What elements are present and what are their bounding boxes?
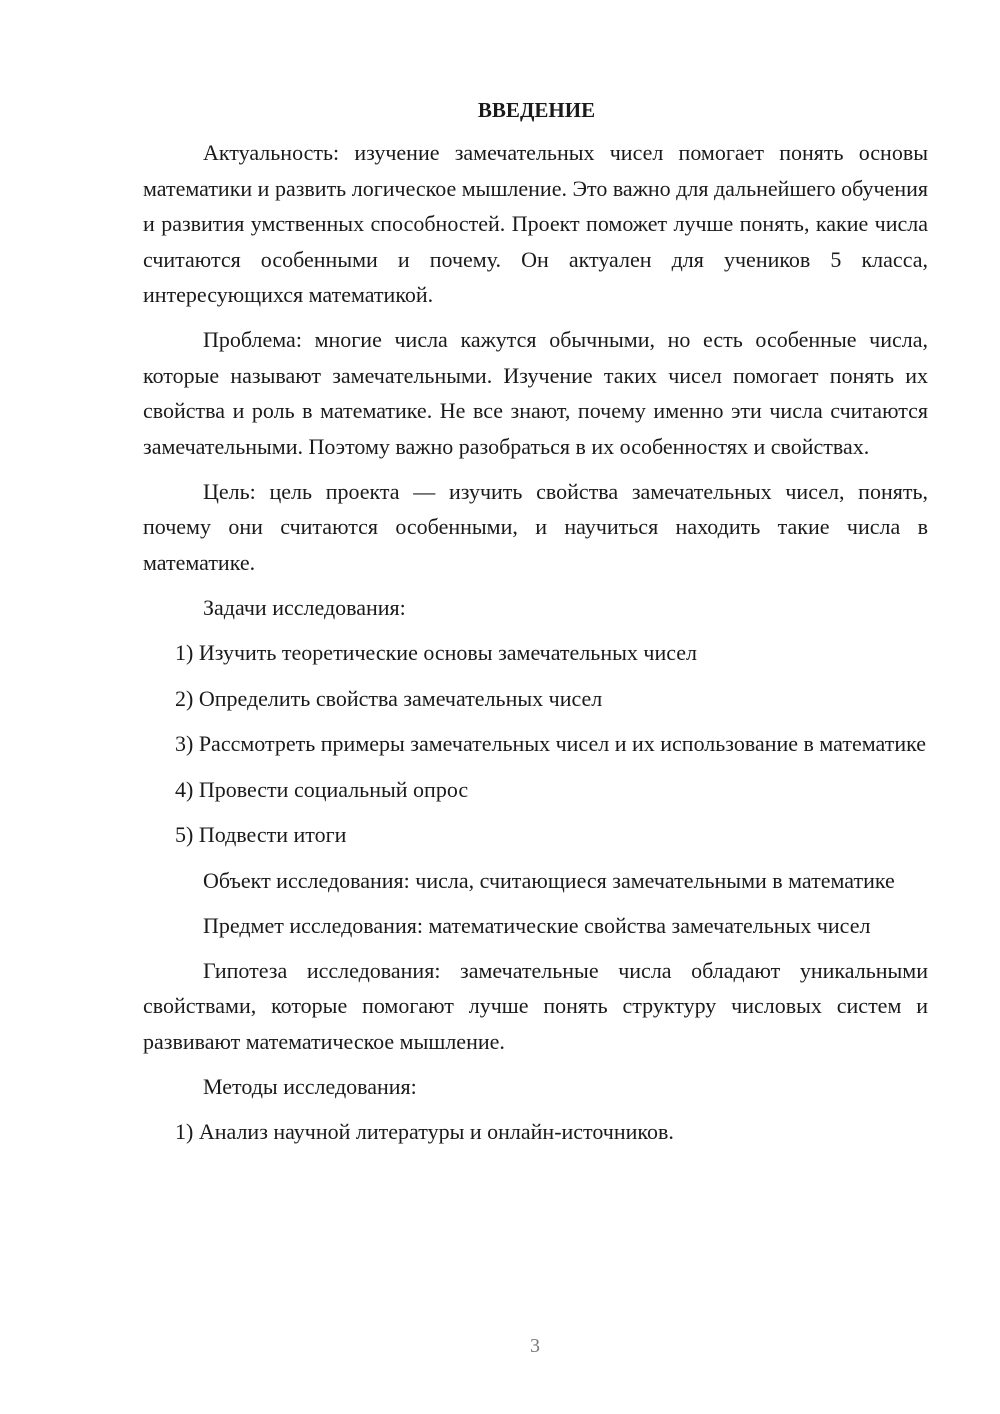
- task-item: 4) Провести социальный опрос: [175, 776, 469, 802]
- object-paragraph: Объект исследования: числа, считающиеся замечательными в математике: [203, 867, 895, 893]
- problem-paragraph: Проблема: многие числа кажутся обычными, но есть особенные числа, которые называют замечательными. Изучение таких чисел помогает понять их свойства и роль в математике. Не все знают, почему именно эти числа считаются замечательными. Поэтому важно разобраться в их особенностях и свойствах.: [143, 327, 928, 459]
- relevance-paragraph: Актуальность: изучение замечательных чисел помогает понять основы математики и развить логическое мышление. Это важно для дальнейшего обучения и развития умственных способностей. Проект поможет лучше понять, какие числа считаются особенными и почему. Он актуален для учеников 5 класса, интересующихся математикой.: [143, 140, 928, 307]
- subject-paragraph: Предмет исследования: математические свойства замечательных чисел: [203, 912, 871, 938]
- method-item: 1) Анализ научной литературы и онлайн-источников.: [175, 1119, 674, 1144]
- section-heading: ВВЕДЕНИЕ: [477, 98, 596, 122]
- task-item: 3) Рассмотреть примеры замечательных чисел и их использование в математике: [175, 731, 927, 756]
- document-page: [143, 95, 928, 1160]
- task-item: 1) Изучить теоретические основы замечательных чисел: [175, 640, 697, 665]
- task-item: 2) Определить свойства замечательных чисел: [175, 685, 603, 711]
- tasks-title: Задачи исследования:: [203, 594, 406, 620]
- page-number: 3: [530, 1335, 540, 1357]
- task-item: 5) Подвести итоги: [175, 822, 347, 847]
- goal-paragraph: Цель: цель проекта — изучить свойства замечательных чисел, понять, почему они считаются особенными, и научиться находить такие числа в математике.: [143, 478, 928, 575]
- hypothesis-paragraph: Гипотеза исследования: замечательные числа обладают уникальными свойствами, которые помогают лучше понять структуру числовых систем и развивают математическое мышление.: [143, 957, 928, 1054]
- methods-title: Методы исследования:: [203, 1073, 417, 1099]
